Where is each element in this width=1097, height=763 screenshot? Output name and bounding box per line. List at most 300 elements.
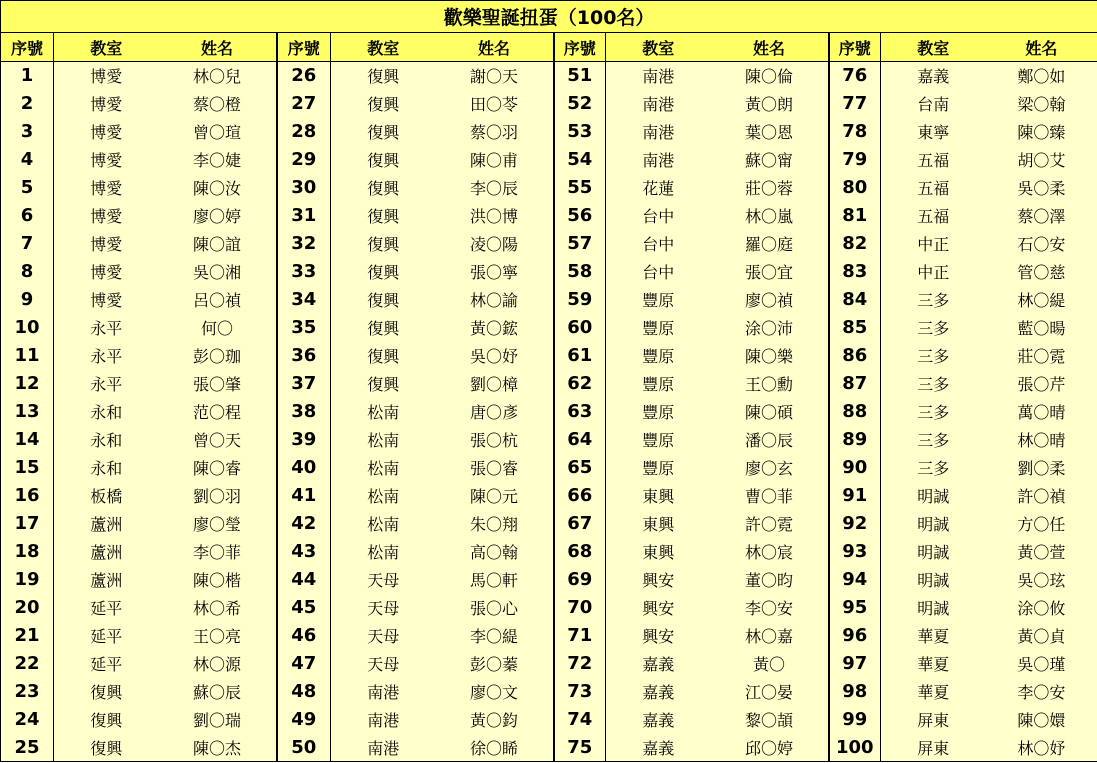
name-cell[interactable]: 李〇緹 <box>436 622 554 650</box>
classroom-cell[interactable]: 復興 <box>331 202 436 230</box>
classroom-cell[interactable]: 台中 <box>606 202 711 230</box>
name-cell[interactable]: 林〇希 <box>159 594 277 622</box>
classroom-cell[interactable]: 博愛 <box>54 286 159 314</box>
name-cell[interactable]: 陳〇楷 <box>159 566 277 594</box>
name-cell[interactable]: 廖〇瑩 <box>159 510 277 538</box>
name-cell[interactable]: 方〇任 <box>986 510 1097 538</box>
classroom-cell[interactable]: 復興 <box>331 90 436 118</box>
classroom-cell[interactable]: 博愛 <box>54 202 159 230</box>
seq-cell[interactable]: 75 <box>554 734 606 762</box>
seq-cell[interactable]: 56 <box>554 202 606 230</box>
seq-cell[interactable]: 40 <box>277 454 331 482</box>
classroom-cell[interactable]: 復興 <box>54 706 159 734</box>
seq-cell[interactable]: 76 <box>829 62 881 90</box>
name-cell[interactable]: 黃〇萱 <box>986 538 1097 566</box>
classroom-cell[interactable]: 南港 <box>331 706 436 734</box>
classroom-cell[interactable]: 中正 <box>881 258 986 286</box>
name-cell[interactable]: 彭〇珈 <box>159 342 277 370</box>
seq-cell[interactable]: 65 <box>554 454 606 482</box>
classroom-cell[interactable]: 天母 <box>331 622 436 650</box>
classroom-cell[interactable]: 三多 <box>881 342 986 370</box>
seq-cell[interactable]: 19 <box>1 566 54 594</box>
classroom-cell[interactable]: 南港 <box>606 62 711 90</box>
seq-cell[interactable]: 55 <box>554 174 606 202</box>
name-cell[interactable]: 陳〇碩 <box>711 398 829 426</box>
name-cell[interactable]: 林〇兒 <box>159 62 277 90</box>
header-classroom[interactable]: 教室 <box>331 33 436 62</box>
name-cell[interactable]: 林〇妤 <box>986 734 1097 762</box>
seq-cell[interactable]: 87 <box>829 370 881 398</box>
header-seq[interactable]: 序號 <box>829 33 881 62</box>
classroom-cell[interactable]: 三多 <box>881 454 986 482</box>
name-cell[interactable]: 林〇宸 <box>711 538 829 566</box>
classroom-cell[interactable]: 三多 <box>881 370 986 398</box>
classroom-cell[interactable]: 東興 <box>606 538 711 566</box>
name-cell[interactable]: 莊〇霓 <box>986 342 1097 370</box>
classroom-cell[interactable]: 台中 <box>606 258 711 286</box>
classroom-cell[interactable]: 興安 <box>606 622 711 650</box>
name-cell[interactable]: 李〇菲 <box>159 538 277 566</box>
name-cell[interactable]: 謝〇天 <box>436 62 554 90</box>
name-cell[interactable]: 曾〇天 <box>159 426 277 454</box>
seq-cell[interactable]: 51 <box>554 62 606 90</box>
classroom-cell[interactable]: 華夏 <box>881 622 986 650</box>
seq-cell[interactable]: 22 <box>1 650 54 678</box>
classroom-cell[interactable]: 南港 <box>606 90 711 118</box>
name-cell[interactable]: 李〇婕 <box>159 146 277 174</box>
name-cell[interactable]: 莊〇蓉 <box>711 174 829 202</box>
classroom-cell[interactable]: 復興 <box>331 230 436 258</box>
seq-cell[interactable]: 10 <box>1 314 54 342</box>
seq-cell[interactable]: 27 <box>277 90 331 118</box>
classroom-cell[interactable]: 天母 <box>331 594 436 622</box>
seq-cell[interactable]: 79 <box>829 146 881 174</box>
name-cell[interactable]: 林〇緹 <box>986 286 1097 314</box>
name-cell[interactable]: 羅〇庭 <box>711 230 829 258</box>
classroom-cell[interactable]: 興安 <box>606 594 711 622</box>
seq-cell[interactable]: 54 <box>554 146 606 174</box>
classroom-cell[interactable]: 復興 <box>331 314 436 342</box>
header-name[interactable]: 姓名 <box>159 33 277 62</box>
name-cell[interactable]: 吳〇湘 <box>159 258 277 286</box>
classroom-cell[interactable]: 復興 <box>331 286 436 314</box>
name-cell[interactable]: 潘〇辰 <box>711 426 829 454</box>
name-cell[interactable]: 陳〇杰 <box>159 734 277 762</box>
name-cell[interactable]: 朱〇翔 <box>436 510 554 538</box>
classroom-cell[interactable]: 博愛 <box>54 174 159 202</box>
name-cell[interactable]: 王〇亮 <box>159 622 277 650</box>
seq-cell[interactable]: 34 <box>277 286 331 314</box>
name-cell[interactable]: 彭〇蓁 <box>436 650 554 678</box>
seq-cell[interactable]: 35 <box>277 314 331 342</box>
sheet-title[interactable]: 歡樂聖誕扭蛋（100名） <box>1 1 1097 33</box>
name-cell[interactable]: 吳〇玹 <box>986 566 1097 594</box>
classroom-cell[interactable]: 復興 <box>331 118 436 146</box>
classroom-cell[interactable]: 豐原 <box>606 426 711 454</box>
name-cell[interactable]: 黃〇鋐 <box>436 314 554 342</box>
seq-cell[interactable]: 18 <box>1 538 54 566</box>
classroom-cell[interactable]: 中正 <box>881 230 986 258</box>
name-cell[interactable]: 陳〇嬛 <box>986 706 1097 734</box>
name-cell[interactable]: 張〇睿 <box>436 454 554 482</box>
seq-cell[interactable]: 100 <box>829 734 881 762</box>
classroom-cell[interactable]: 明誠 <box>881 538 986 566</box>
seq-cell[interactable]: 61 <box>554 342 606 370</box>
name-cell[interactable]: 張〇芹 <box>986 370 1097 398</box>
classroom-cell[interactable]: 明誠 <box>881 482 986 510</box>
name-cell[interactable]: 陳〇甫 <box>436 146 554 174</box>
header-classroom[interactable]: 教室 <box>606 33 711 62</box>
classroom-cell[interactable]: 永平 <box>54 370 159 398</box>
classroom-cell[interactable]: 東興 <box>606 510 711 538</box>
seq-cell[interactable]: 70 <box>554 594 606 622</box>
classroom-cell[interactable]: 豐原 <box>606 398 711 426</box>
seq-cell[interactable]: 80 <box>829 174 881 202</box>
classroom-cell[interactable]: 復興 <box>331 62 436 90</box>
classroom-cell[interactable]: 永平 <box>54 314 159 342</box>
seq-cell[interactable]: 69 <box>554 566 606 594</box>
seq-cell[interactable]: 7 <box>1 230 54 258</box>
seq-cell[interactable]: 72 <box>554 650 606 678</box>
name-cell[interactable]: 劉〇柔 <box>986 454 1097 482</box>
seq-cell[interactable]: 39 <box>277 426 331 454</box>
seq-cell[interactable]: 30 <box>277 174 331 202</box>
name-cell[interactable]: 徐〇睎 <box>436 734 554 762</box>
header-classroom[interactable]: 教室 <box>54 33 159 62</box>
header-seq[interactable]: 序號 <box>1 33 54 62</box>
header-name[interactable]: 姓名 <box>986 33 1097 62</box>
seq-cell[interactable]: 90 <box>829 454 881 482</box>
name-cell[interactable]: 林〇諭 <box>436 286 554 314</box>
name-cell[interactable]: 曾〇瑄 <box>159 118 277 146</box>
name-cell[interactable]: 張〇宜 <box>711 258 829 286</box>
classroom-cell[interactable]: 復興 <box>331 370 436 398</box>
name-cell[interactable]: 劉〇瑞 <box>159 706 277 734</box>
seq-cell[interactable]: 57 <box>554 230 606 258</box>
seq-cell[interactable]: 68 <box>554 538 606 566</box>
classroom-cell[interactable]: 豐原 <box>606 342 711 370</box>
classroom-cell[interactable]: 松南 <box>331 482 436 510</box>
classroom-cell[interactable]: 興安 <box>606 566 711 594</box>
seq-cell[interactable]: 2 <box>1 90 54 118</box>
seq-cell[interactable]: 32 <box>277 230 331 258</box>
name-cell[interactable]: 蔡〇橙 <box>159 90 277 118</box>
classroom-cell[interactable]: 永和 <box>54 398 159 426</box>
classroom-cell[interactable]: 嘉義 <box>606 734 711 762</box>
seq-cell[interactable]: 82 <box>829 230 881 258</box>
classroom-cell[interactable]: 博愛 <box>54 62 159 90</box>
classroom-cell[interactable]: 天母 <box>331 650 436 678</box>
seq-cell[interactable]: 36 <box>277 342 331 370</box>
seq-cell[interactable]: 53 <box>554 118 606 146</box>
classroom-cell[interactable]: 台中 <box>606 230 711 258</box>
name-cell[interactable]: 林〇嘉 <box>711 622 829 650</box>
classroom-cell[interactable]: 永和 <box>54 426 159 454</box>
seq-cell[interactable]: 16 <box>1 482 54 510</box>
name-cell[interactable]: 管〇慈 <box>986 258 1097 286</box>
seq-cell[interactable]: 5 <box>1 174 54 202</box>
seq-cell[interactable]: 92 <box>829 510 881 538</box>
name-cell[interactable]: 石〇安 <box>986 230 1097 258</box>
classroom-cell[interactable]: 復興 <box>331 174 436 202</box>
name-cell[interactable]: 許〇禎 <box>986 482 1097 510</box>
classroom-cell[interactable]: 明誠 <box>881 566 986 594</box>
classroom-cell[interactable]: 三多 <box>881 286 986 314</box>
seq-cell[interactable]: 95 <box>829 594 881 622</box>
name-cell[interactable]: 蔡〇澤 <box>986 202 1097 230</box>
seq-cell[interactable]: 71 <box>554 622 606 650</box>
seq-cell[interactable]: 6 <box>1 202 54 230</box>
name-cell[interactable]: 陳〇誼 <box>159 230 277 258</box>
name-cell[interactable]: 陳〇倫 <box>711 62 829 90</box>
classroom-cell[interactable]: 蘆洲 <box>54 510 159 538</box>
classroom-cell[interactable]: 復興 <box>331 258 436 286</box>
classroom-cell[interactable]: 松南 <box>331 510 436 538</box>
name-cell[interactable]: 廖〇婷 <box>159 202 277 230</box>
seq-cell[interactable]: 93 <box>829 538 881 566</box>
name-cell[interactable]: 涂〇攸 <box>986 594 1097 622</box>
seq-cell[interactable]: 84 <box>829 286 881 314</box>
seq-cell[interactable]: 88 <box>829 398 881 426</box>
header-seq[interactable]: 序號 <box>277 33 331 62</box>
classroom-cell[interactable]: 天母 <box>331 566 436 594</box>
classroom-cell[interactable]: 永平 <box>54 342 159 370</box>
classroom-cell[interactable]: 五福 <box>881 174 986 202</box>
classroom-cell[interactable]: 南港 <box>606 146 711 174</box>
name-cell[interactable]: 林〇晴 <box>986 426 1097 454</box>
name-cell[interactable]: 馬〇軒 <box>436 566 554 594</box>
seq-cell[interactable]: 26 <box>277 62 331 90</box>
name-cell[interactable]: 黃〇 <box>711 650 829 678</box>
seq-cell[interactable]: 74 <box>554 706 606 734</box>
classroom-cell[interactable]: 台南 <box>881 90 986 118</box>
name-cell[interactable]: 曹〇菲 <box>711 482 829 510</box>
name-cell[interactable]: 胡〇艾 <box>986 146 1097 174</box>
classroom-cell[interactable]: 博愛 <box>54 90 159 118</box>
seq-cell[interactable]: 4 <box>1 146 54 174</box>
seq-cell[interactable]: 67 <box>554 510 606 538</box>
classroom-cell[interactable]: 博愛 <box>54 258 159 286</box>
name-cell[interactable]: 廖〇文 <box>436 678 554 706</box>
classroom-cell[interactable]: 復興 <box>54 678 159 706</box>
name-cell[interactable]: 劉〇樟 <box>436 370 554 398</box>
seq-cell[interactable]: 42 <box>277 510 331 538</box>
classroom-cell[interactable]: 豐原 <box>606 286 711 314</box>
name-cell[interactable]: 黎〇頡 <box>711 706 829 734</box>
seq-cell[interactable]: 25 <box>1 734 54 762</box>
classroom-cell[interactable]: 復興 <box>331 342 436 370</box>
name-cell[interactable]: 江〇晏 <box>711 678 829 706</box>
name-cell[interactable]: 凌〇陽 <box>436 230 554 258</box>
name-cell[interactable]: 吳〇瑾 <box>986 650 1097 678</box>
name-cell[interactable]: 張〇寧 <box>436 258 554 286</box>
name-cell[interactable]: 邱〇婷 <box>711 734 829 762</box>
name-cell[interactable]: 洪〇博 <box>436 202 554 230</box>
seq-cell[interactable]: 31 <box>277 202 331 230</box>
seq-cell[interactable]: 83 <box>829 258 881 286</box>
name-cell[interactable]: 許〇霓 <box>711 510 829 538</box>
name-cell[interactable]: 陳〇睿 <box>159 454 277 482</box>
classroom-cell[interactable]: 松南 <box>331 398 436 426</box>
classroom-cell[interactable]: 延平 <box>54 594 159 622</box>
classroom-cell[interactable]: 南港 <box>331 678 436 706</box>
classroom-cell[interactable]: 板橋 <box>54 482 159 510</box>
classroom-cell[interactable]: 松南 <box>331 538 436 566</box>
name-cell[interactable]: 林〇嵐 <box>711 202 829 230</box>
name-cell[interactable]: 蔡〇羽 <box>436 118 554 146</box>
classroom-cell[interactable]: 東寧 <box>881 118 986 146</box>
seq-cell[interactable]: 50 <box>277 734 331 762</box>
name-cell[interactable]: 張〇肇 <box>159 370 277 398</box>
seq-cell[interactable]: 1 <box>1 62 54 90</box>
classroom-cell[interactable]: 華夏 <box>881 678 986 706</box>
seq-cell[interactable]: 99 <box>829 706 881 734</box>
seq-cell[interactable]: 46 <box>277 622 331 650</box>
seq-cell[interactable]: 11 <box>1 342 54 370</box>
name-cell[interactable]: 黃〇鈞 <box>436 706 554 734</box>
seq-cell[interactable]: 17 <box>1 510 54 538</box>
name-cell[interactable]: 范〇程 <box>159 398 277 426</box>
name-cell[interactable]: 李〇安 <box>986 678 1097 706</box>
seq-cell[interactable]: 59 <box>554 286 606 314</box>
seq-cell[interactable]: 28 <box>277 118 331 146</box>
seq-cell[interactable]: 58 <box>554 258 606 286</box>
classroom-cell[interactable]: 蘆洲 <box>54 566 159 594</box>
name-cell[interactable]: 王〇勳 <box>711 370 829 398</box>
classroom-cell[interactable]: 明誠 <box>881 594 986 622</box>
classroom-cell[interactable]: 復興 <box>331 146 436 174</box>
seq-cell[interactable]: 64 <box>554 426 606 454</box>
seq-cell[interactable]: 97 <box>829 650 881 678</box>
classroom-cell[interactable]: 蘆洲 <box>54 538 159 566</box>
seq-cell[interactable]: 81 <box>829 202 881 230</box>
seq-cell[interactable]: 98 <box>829 678 881 706</box>
name-cell[interactable]: 藍〇暘 <box>986 314 1097 342</box>
name-cell[interactable]: 張〇杭 <box>436 426 554 454</box>
name-cell[interactable]: 吳〇妤 <box>436 342 554 370</box>
classroom-cell[interactable]: 豐原 <box>606 314 711 342</box>
classroom-cell[interactable]: 豐原 <box>606 370 711 398</box>
seq-cell[interactable]: 33 <box>277 258 331 286</box>
classroom-cell[interactable]: 嘉義 <box>606 678 711 706</box>
seq-cell[interactable]: 89 <box>829 426 881 454</box>
seq-cell[interactable]: 86 <box>829 342 881 370</box>
name-cell[interactable]: 田〇苓 <box>436 90 554 118</box>
seq-cell[interactable]: 63 <box>554 398 606 426</box>
name-cell[interactable]: 陳〇樂 <box>711 342 829 370</box>
name-cell[interactable]: 呂〇禎 <box>159 286 277 314</box>
name-cell[interactable]: 張〇心 <box>436 594 554 622</box>
name-cell[interactable]: 吳〇柔 <box>986 174 1097 202</box>
classroom-cell[interactable]: 南港 <box>606 118 711 146</box>
classroom-cell[interactable]: 復興 <box>54 734 159 762</box>
classroom-cell[interactable]: 永和 <box>54 454 159 482</box>
classroom-cell[interactable]: 華夏 <box>881 650 986 678</box>
name-cell[interactable]: 劉〇羽 <box>159 482 277 510</box>
name-cell[interactable]: 陳〇元 <box>436 482 554 510</box>
name-cell[interactable]: 黃〇朗 <box>711 90 829 118</box>
name-cell[interactable]: 黃〇貞 <box>986 622 1097 650</box>
name-cell[interactable]: 林〇源 <box>159 650 277 678</box>
seq-cell[interactable]: 23 <box>1 678 54 706</box>
seq-cell[interactable]: 45 <box>277 594 331 622</box>
name-cell[interactable]: 李〇辰 <box>436 174 554 202</box>
name-cell[interactable]: 董〇昀 <box>711 566 829 594</box>
classroom-cell[interactable]: 屏東 <box>881 706 986 734</box>
header-name[interactable]: 姓名 <box>436 33 554 62</box>
classroom-cell[interactable]: 嘉義 <box>606 650 711 678</box>
seq-cell[interactable]: 21 <box>1 622 54 650</box>
seq-cell[interactable]: 13 <box>1 398 54 426</box>
seq-cell[interactable]: 8 <box>1 258 54 286</box>
seq-cell[interactable]: 37 <box>277 370 331 398</box>
name-cell[interactable]: 陳〇汝 <box>159 174 277 202</box>
name-cell[interactable]: 萬〇晴 <box>986 398 1097 426</box>
name-cell[interactable]: 陳〇臻 <box>986 118 1097 146</box>
classroom-cell[interactable]: 三多 <box>881 426 986 454</box>
name-cell[interactable]: 蘇〇辰 <box>159 678 277 706</box>
seq-cell[interactable]: 41 <box>277 482 331 510</box>
seq-cell[interactable]: 66 <box>554 482 606 510</box>
seq-cell[interactable]: 77 <box>829 90 881 118</box>
seq-cell[interactable]: 44 <box>277 566 331 594</box>
classroom-cell[interactable]: 豐原 <box>606 454 711 482</box>
name-cell[interactable]: 何〇 <box>159 314 277 342</box>
seq-cell[interactable]: 15 <box>1 454 54 482</box>
name-cell[interactable]: 唐〇彥 <box>436 398 554 426</box>
header-classroom[interactable]: 教室 <box>881 33 986 62</box>
classroom-cell[interactable]: 東興 <box>606 482 711 510</box>
name-cell[interactable]: 廖〇禎 <box>711 286 829 314</box>
name-cell[interactable]: 葉〇恩 <box>711 118 829 146</box>
seq-cell[interactable]: 73 <box>554 678 606 706</box>
seq-cell[interactable]: 47 <box>277 650 331 678</box>
classroom-cell[interactable]: 松南 <box>331 426 436 454</box>
seq-cell[interactable]: 29 <box>277 146 331 174</box>
name-cell[interactable]: 高〇翰 <box>436 538 554 566</box>
classroom-cell[interactable]: 三多 <box>881 398 986 426</box>
classroom-cell[interactable]: 五福 <box>881 146 986 174</box>
classroom-cell[interactable]: 延平 <box>54 622 159 650</box>
name-cell[interactable]: 蘇〇甯 <box>711 146 829 174</box>
seq-cell[interactable]: 52 <box>554 90 606 118</box>
seq-cell[interactable]: 12 <box>1 370 54 398</box>
seq-cell[interactable]: 48 <box>277 678 331 706</box>
seq-cell[interactable]: 96 <box>829 622 881 650</box>
seq-cell[interactable]: 43 <box>277 538 331 566</box>
classroom-cell[interactable]: 五福 <box>881 202 986 230</box>
seq-cell[interactable]: 78 <box>829 118 881 146</box>
classroom-cell[interactable]: 花蓮 <box>606 174 711 202</box>
classroom-cell[interactable]: 延平 <box>54 650 159 678</box>
classroom-cell[interactable]: 嘉義 <box>606 706 711 734</box>
classroom-cell[interactable]: 松南 <box>331 454 436 482</box>
header-name[interactable]: 姓名 <box>711 33 829 62</box>
classroom-cell[interactable]: 三多 <box>881 314 986 342</box>
seq-cell[interactable]: 62 <box>554 370 606 398</box>
seq-cell[interactable]: 91 <box>829 482 881 510</box>
name-cell[interactable]: 梁〇翰 <box>986 90 1097 118</box>
name-cell[interactable]: 廖〇玄 <box>711 454 829 482</box>
classroom-cell[interactable]: 南港 <box>331 734 436 762</box>
name-cell[interactable]: 鄭〇如 <box>986 62 1097 90</box>
seq-cell[interactable]: 9 <box>1 286 54 314</box>
seq-cell[interactable]: 85 <box>829 314 881 342</box>
seq-cell[interactable]: 14 <box>1 426 54 454</box>
seq-cell[interactable]: 24 <box>1 706 54 734</box>
seq-cell[interactable]: 20 <box>1 594 54 622</box>
classroom-cell[interactable]: 博愛 <box>54 146 159 174</box>
